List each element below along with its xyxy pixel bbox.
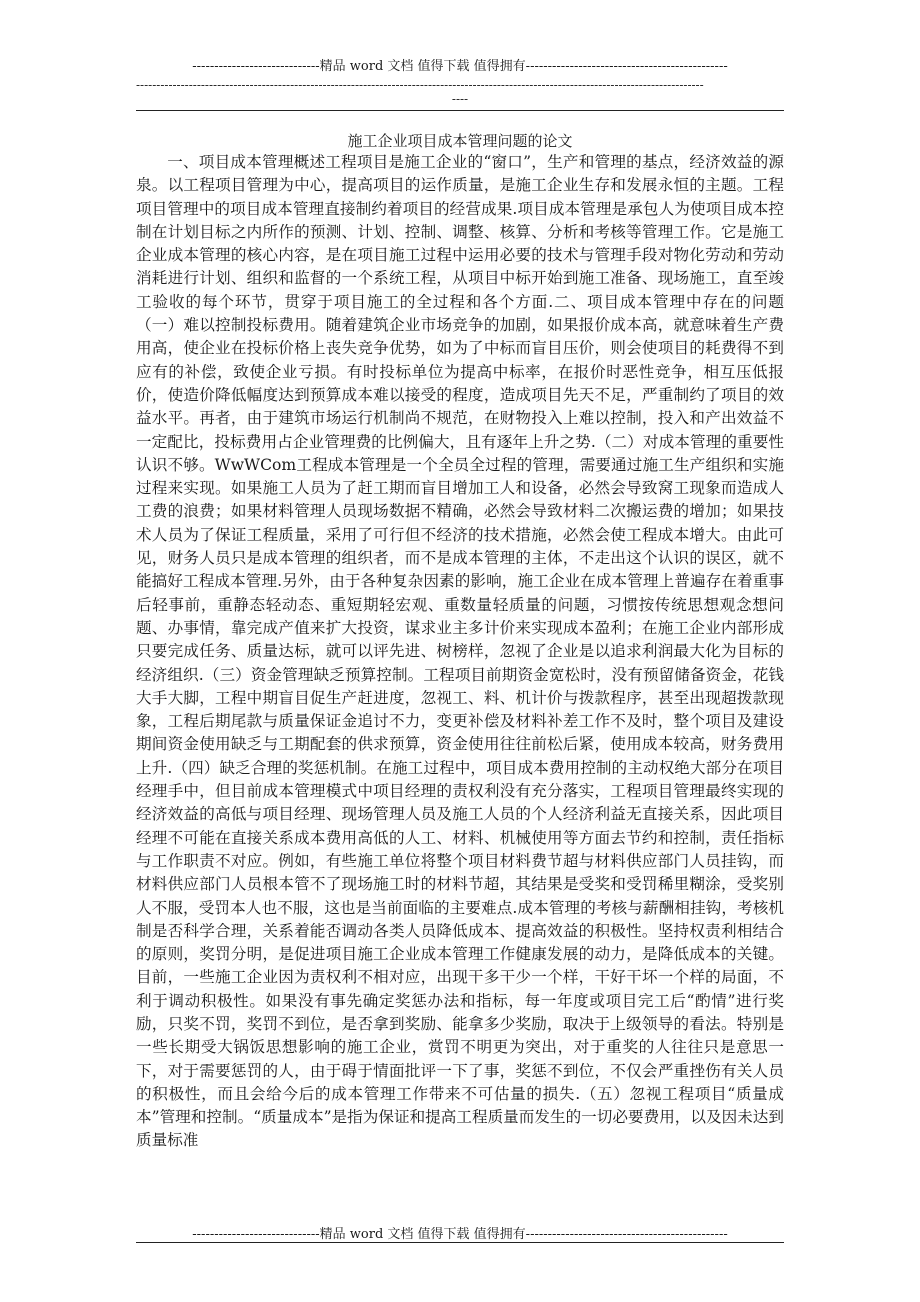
footer-rule [136, 1242, 784, 1243]
header-dash-line: -------------------------------------------------------------------------------------------------------------------------------------------- [136, 78, 704, 92]
document-body: 一、项目成本管理概述工程项目是施工企业的“窗口”，生产和管理的基点，经济效益的源泉。以工程项目管理为中心，提高项目的运作质量，是施工企业生存和发展永恒的主题。工程项目管理中的项目成本管理直接制约着项目的经营成果.项目成本管理是承包人为使项目成本控制在计划目标之内所作的预测、计划、控制、调整、核算、分析和考核等管理工作。它是施工企业成本管理的核心内容，是在项目施工过程中运用必要的技术与管理手段对物化劳动和劳动消耗进行计划、组织和监督的一个系统工程，从项目中标开始到施工准备、现场施工，直至竣工验收的每个环节，贯穿于项目施工的全过程和各个方面.二、项目成本管理中存在的问题（一）难以控制投标费用。随着建筑企业市场竞争的加剧，如果报价成本高，就意味着生产费用高，使企业在投标价格上丧失竞争优势，如为了中标而盲目压价，则会使项目的耗费得不到应有的补偿，致使企业亏损。有时投标单位为提高中标率，在报价时恶性竞争，相互压低报价，使造价降低幅度达到预算成本难以接受的程度，造成项目先天不足，严重制约了项目的效益水平。再者，由于建筑市场运行机制尚不规范，在财物投入上难以控制，投入和产出效益不一定配比，投标费用占企业管理费的比例偏大，且有逐年上升之势.（二）对成本管理的重要性认识不够。WwWCom工程成本管理是一个全员全过程的管理，需要通过施工生产组织和实施过程来实现。如果施工人员为了赶工期而盲目增加工人和设备，必然会导致窝工现象而造成人工费的浪费；如果材料管理人员现场数据不精确，必然会导致材料二次搬运费的增加；如果技术人员为了保证工程质量，采用了可行但不经济的技术措施，必然会使工程成本增大。由此可见，财务人员只是成本管理的组织者，而不是成本管理的主体，不走出这个认识的误区，就不能搞好工程成本管理.另外，由于各种复杂因素的影响，施工企业在成本管理上普遍存在着重事后轻事前，重静态轻动态、重短期轻宏观、重数量轻质量的问题，习惯按传统思想观念想问题、办事情，靠完成产值来扩大投资，谋求业主多计价来实现成本盈利；在施工企业内部形成只要完成任务、质量达标，就可以评先进、树榜样，忽视了企业是以追求利润最大化为目标的经济组织.（三）资金管理缺乏预算控制。工程项目前期资金宽松时，没有预留储备资金，花钱大手大脚，工程中期盲目促生产赶进度，忽视工、料、机计价与拨款程序，甚至出现超拨款现象，工程后期尾款与质量保证金追讨不力，变更补偿及材料补差工作不及时，整个项目及建设期间资金使用缺乏与工期配套的供求预算，资金使用往往前松后紧，使用成本较高，财务费用上升.（四）缺乏合理的奖惩机制。在施工过程中，项目成本费用控制的主动权绝大部分在项目经理手中，但目前成本管理模式中项目经理的责权利没有充分落实，工程项目管理最终实现的经济效益的高低与项目经理、现场管理人员及施工人员的个人经济利益无直接关系，因此项目经理不可能在直接关系成本费用高低的人工、材料、机械使用等方面去节约和控制，责任指标与工作职责不对应。例如，有些施工单位将整个项目材料费节超与材料供应部门人员挂钩，而材料供应部门人员根本管不了现场施工时的材料节超，其结果是受奖和受罚稀里糊涂，受奖别人不服，受罚本人也不服，这也是当前面临的主要难点.成本管理的考核与薪酬相挂钩，考核机制是否科学合理，关系着能否调动各类人员降低成本、提高效益的积极性。坚持权责利相结合的原则，奖罚分明，是促进项目施工企业成本管理工作健康发展的动力，是降低成本的关键。目前，一些施工企业因为责权利不相对应，出现干多干少一个样，干好干坏一个样的局面，不利于调动积极性。如果没有事先确定奖惩办法和指标，每一年度或项目完工后“酌情”进行奖励，只奖不罚，奖罚不到位，是否拿到奖励、能拿多少奖励，取决于上级领导的看法。特别是一些长期受大锅饭思想影响的施工企业，赏罚不明更为突出，对于重奖的人往往只是意思一下，对于需要惩罚的人，由于碍于情面批评一下了事，奖惩不到位，不仅会严重挫伤有关人员的积极性，而且会给今后的成本管理工作带来不可估量的损失.（五）忽视工程项目“质量成本”管理和控制。“质量成本”是指为保证和提高工程质量而发生的一切必要费用，以及因未达到质量标准 [136, 153, 784, 1150]
document-title: 施工企业项目成本管理问题的论文 [347, 132, 573, 150]
header-dash-tail: ---- [451, 92, 469, 106]
header-rule [136, 110, 784, 111]
footer-banner: -----------------------------精品 word 文档 值得下载 值得拥有---------------------------------------------- [192, 1227, 728, 1242]
header-banner: -----------------------------精品 word 文档 值得下载 值得拥有---------------------------------------------- [192, 59, 728, 74]
